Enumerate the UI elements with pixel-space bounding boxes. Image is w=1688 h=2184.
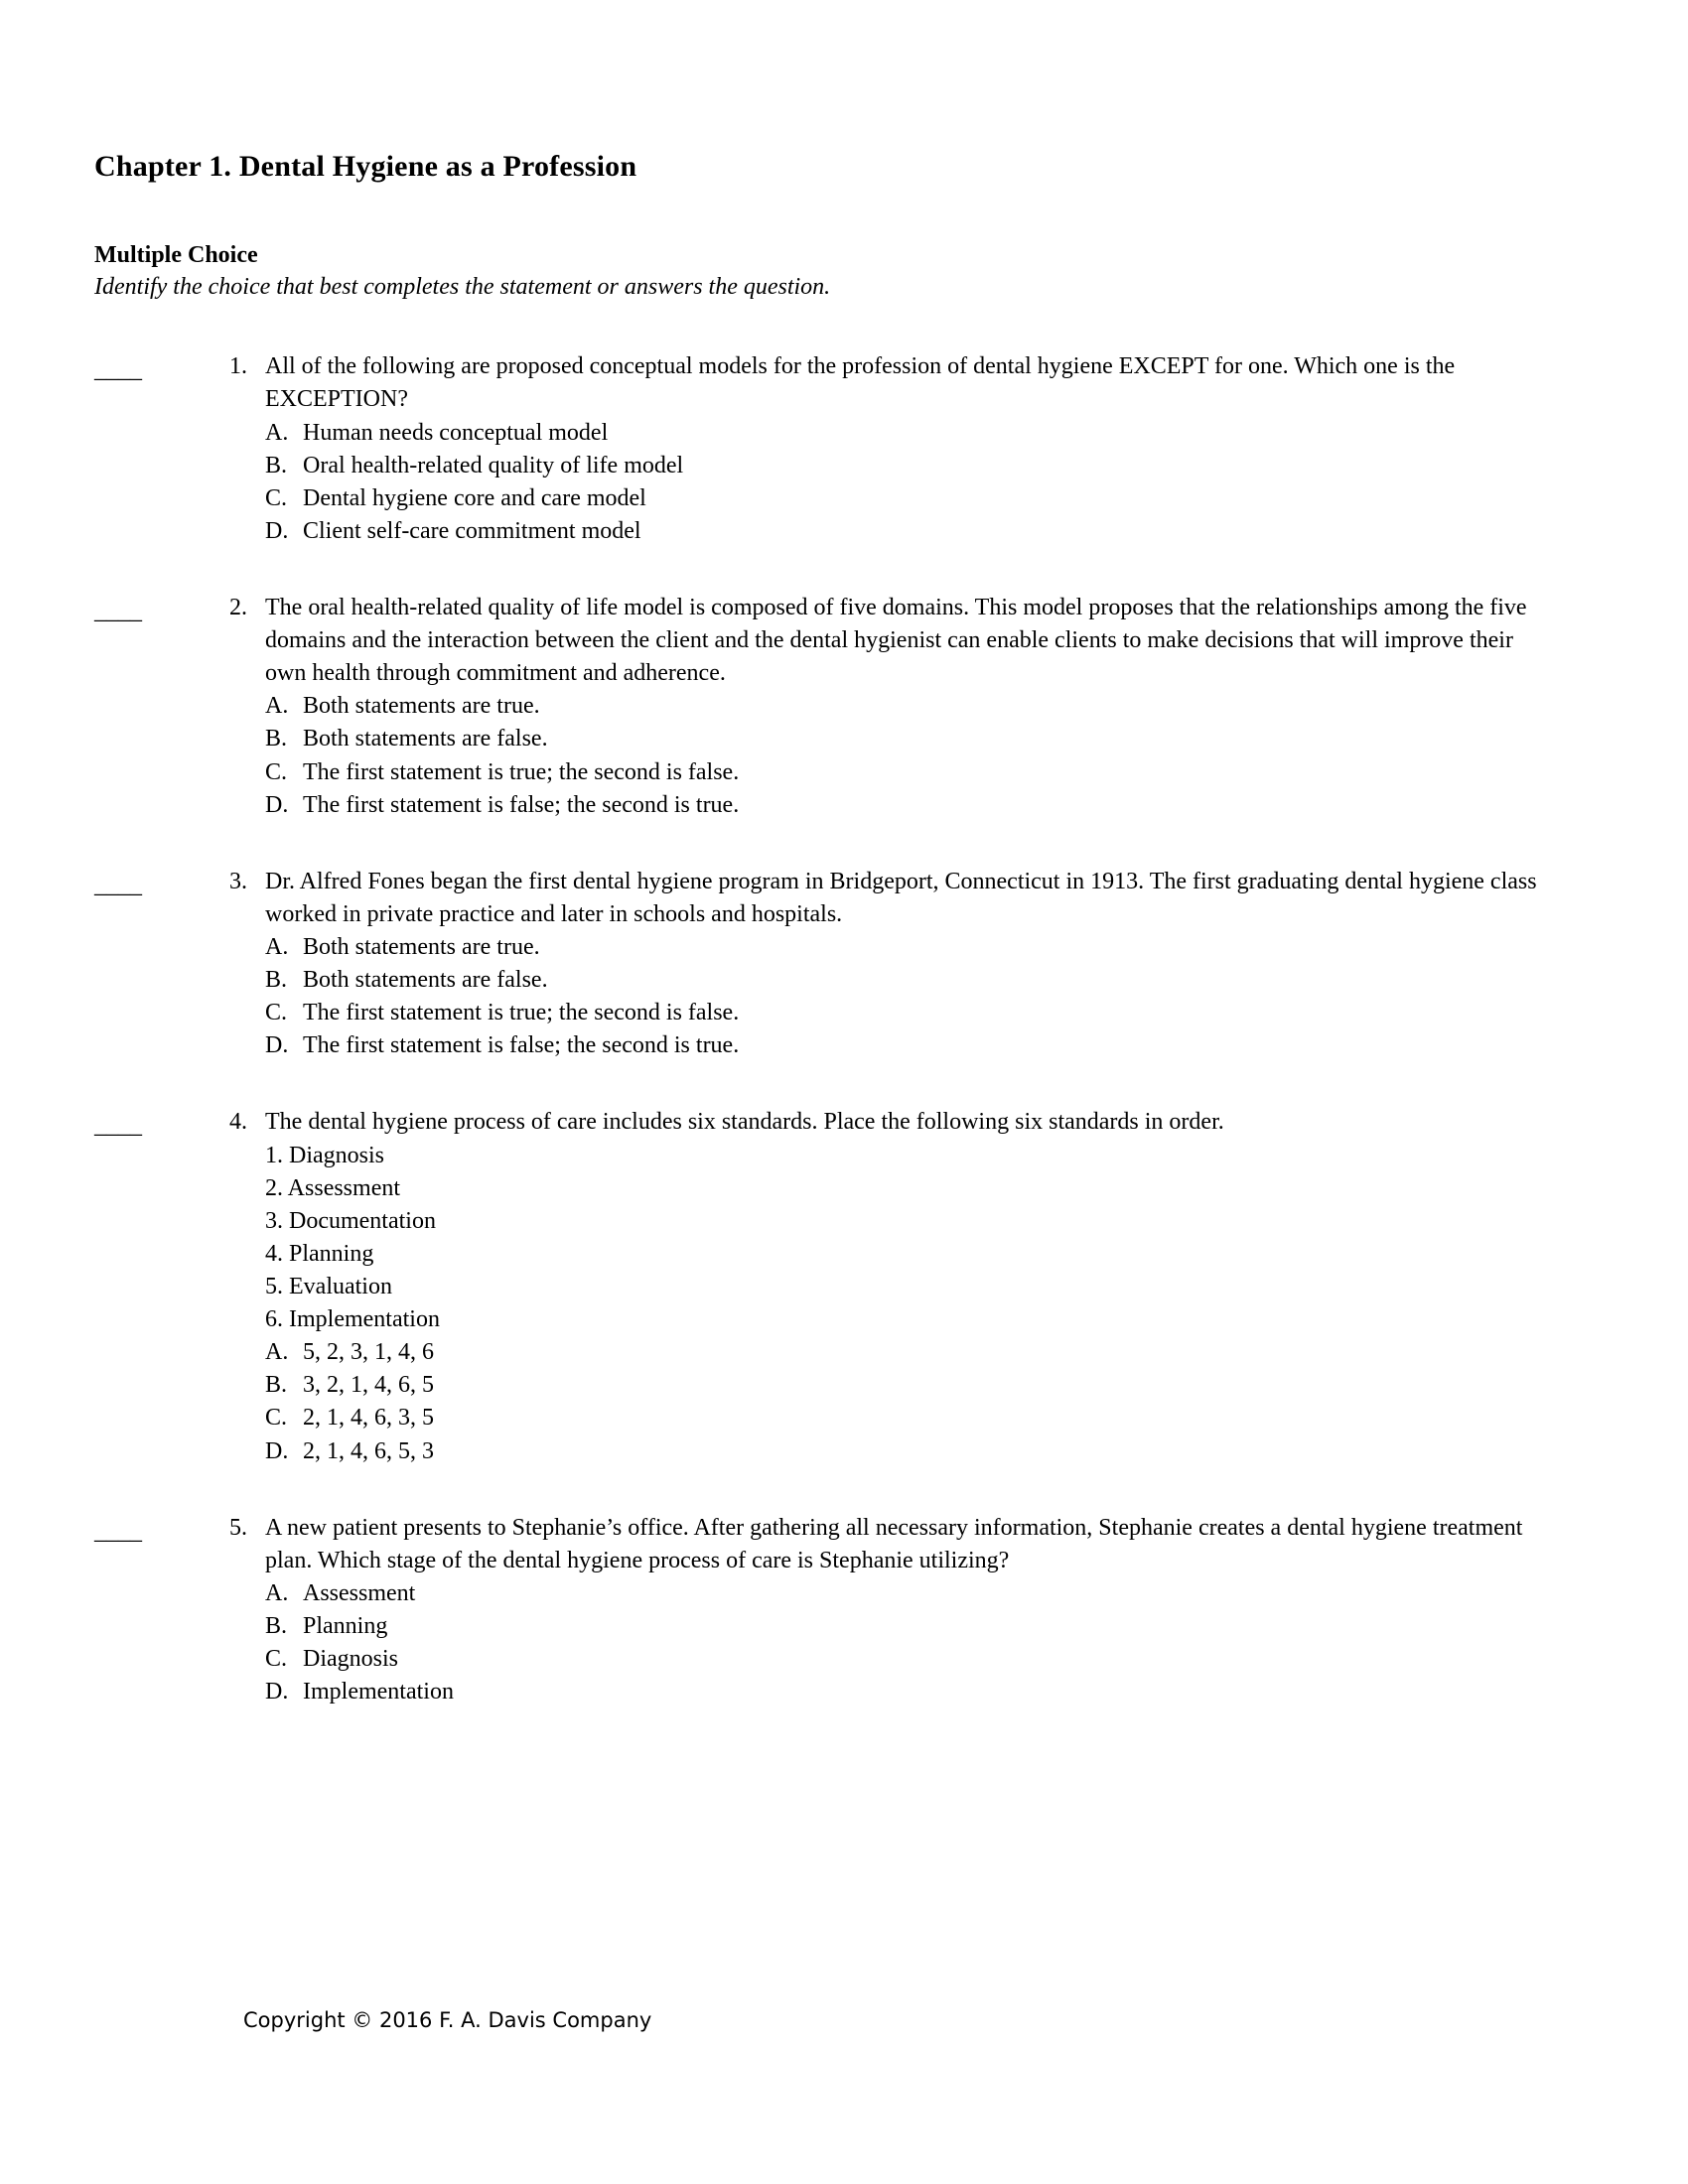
option-letter: B. bbox=[265, 1372, 288, 1399]
answer-blank[interactable]: ____ bbox=[94, 599, 142, 624]
question-item bbox=[94, 1106, 1539, 1467]
question-number: 1. bbox=[229, 353, 247, 380]
question-stem: The oral health-related quality of life model is composed of five domains. This model proposes that the relationships among the five domains and the interaction between the client and the dental hygienist can enable clients to make decisions that will improve their own health through commitment and adherence. bbox=[265, 595, 1527, 687]
option-item[interactable] bbox=[265, 1610, 1539, 1643]
option-list bbox=[265, 1336, 1539, 1467]
option-letter: D. bbox=[265, 517, 289, 544]
option-item[interactable] bbox=[265, 723, 1539, 755]
ordered-item-list bbox=[265, 1140, 1539, 1337]
option-letter: D. bbox=[265, 1679, 289, 1706]
section-block bbox=[94, 240, 1539, 303]
answer-blank[interactable]: ____ bbox=[94, 1518, 142, 1545]
question-item bbox=[94, 866, 1539, 1063]
option-text: Implementation bbox=[303, 1679, 454, 1706]
question-item bbox=[94, 350, 1539, 548]
question-number: 5. bbox=[229, 1514, 247, 1541]
option-letter: C. bbox=[265, 484, 288, 511]
option-item[interactable] bbox=[265, 997, 1539, 1029]
option-item[interactable] bbox=[265, 1643, 1539, 1676]
option-text: Both statements are true. bbox=[303, 933, 540, 960]
option-text: 2, 1, 4, 6, 5, 3 bbox=[303, 1437, 434, 1464]
option-list bbox=[265, 931, 1539, 1062]
question-stem: A new patient presents to Stephanie’s office. After gathering all necessary information, Stephanie creates a dental hygiene treatment plan. Which stage of the dental hygiene process of care is Stephanie utilizing? bbox=[265, 1514, 1523, 1573]
option-text: 2, 1, 4, 6, 3, 5 bbox=[303, 1405, 434, 1432]
option-item[interactable] bbox=[265, 482, 1539, 515]
ordered-item: 2. Assessment bbox=[265, 1174, 401, 1201]
option-item[interactable] bbox=[265, 450, 1539, 482]
option-item[interactable] bbox=[265, 515, 1539, 548]
option-list bbox=[265, 690, 1539, 821]
question-stem: The dental hygiene process of care includes six standards. Place the following six standards in order. bbox=[265, 1109, 1224, 1136]
option-item[interactable] bbox=[265, 1336, 1539, 1369]
option-text: Oral health-related quality of life model bbox=[303, 452, 684, 478]
option-item[interactable] bbox=[265, 690, 1539, 723]
option-letter: C. bbox=[265, 758, 288, 785]
option-letter: A. bbox=[265, 693, 289, 720]
option-text: Diagnosis bbox=[303, 1646, 398, 1673]
question-number: 3. bbox=[229, 868, 247, 894]
option-text: Dental hygiene core and care model bbox=[303, 484, 646, 511]
option-text: Both statements are true. bbox=[303, 693, 540, 720]
question-stem: Dr. Alfred Fones began the first dental hygiene program in Bridgeport, Connecticut in 1913. The first graduating dental hygiene class worked in private practice and later in schools and hospitals. bbox=[265, 868, 1537, 927]
option-letter: B. bbox=[265, 452, 288, 478]
ordered-item: 3. Documentation bbox=[265, 1207, 436, 1234]
option-text: Both statements are false. bbox=[303, 726, 548, 752]
ordered-item: 4. Planning bbox=[265, 1240, 374, 1267]
option-item[interactable] bbox=[265, 417, 1539, 450]
question-item bbox=[94, 1512, 1539, 1709]
option-text: 5, 2, 3, 1, 4, 6 bbox=[303, 1339, 434, 1366]
answer-blank[interactable]: ____ bbox=[94, 357, 142, 384]
option-item[interactable] bbox=[265, 1369, 1539, 1402]
ordered-item: 5. Evaluation bbox=[265, 1273, 392, 1299]
option-item[interactable] bbox=[265, 1029, 1539, 1062]
option-letter: D. bbox=[265, 791, 289, 818]
section-heading: Multiple Choice bbox=[94, 242, 258, 268]
answer-blank[interactable]: ____ bbox=[94, 872, 142, 898]
option-text: Both statements are false. bbox=[303, 967, 548, 994]
question-stem: All of the following are proposed conceptual models for the profession of dental hygiene EXCEPT for one. Which one is the EXCEPTION? bbox=[265, 353, 1456, 413]
answer-blank[interactable]: ____ bbox=[94, 1113, 142, 1140]
option-text: 3, 2, 1, 4, 6, 5 bbox=[303, 1372, 434, 1399]
option-letter: C. bbox=[265, 1646, 288, 1673]
question-item bbox=[94, 592, 1539, 822]
question-body bbox=[265, 350, 1539, 548]
option-item[interactable] bbox=[265, 1402, 1539, 1434]
option-letter: D. bbox=[265, 1437, 289, 1464]
option-text: Client self-care commitment model bbox=[303, 517, 641, 544]
question-number: 4. bbox=[229, 1109, 247, 1136]
option-text: Assessment bbox=[303, 1579, 416, 1606]
option-letter: B. bbox=[265, 726, 288, 752]
option-text: Human needs conceptual model bbox=[303, 419, 609, 446]
option-item[interactable] bbox=[265, 964, 1539, 997]
question-list bbox=[94, 350, 1539, 1708]
option-letter: C. bbox=[265, 1405, 288, 1432]
option-text: The first statement is true; the second is false. bbox=[303, 758, 740, 785]
question-number: 2. bbox=[229, 595, 247, 620]
option-letter: B. bbox=[265, 967, 288, 994]
option-list bbox=[265, 1577, 1539, 1708]
option-item[interactable] bbox=[265, 1676, 1539, 1708]
option-letter: A. bbox=[265, 933, 289, 960]
option-text: The first statement is true; the second is false. bbox=[303, 1000, 740, 1026]
option-item[interactable] bbox=[265, 931, 1539, 964]
option-letter: C. bbox=[265, 1000, 288, 1026]
ordered-item: 6. Implementation bbox=[265, 1306, 440, 1333]
question-body bbox=[265, 592, 1539, 822]
question-body bbox=[265, 866, 1539, 1063]
page-title: Chapter 1. Dental Hygiene as a Profession bbox=[94, 150, 637, 183]
option-item[interactable] bbox=[265, 1577, 1539, 1610]
option-list bbox=[265, 417, 1539, 548]
question-body bbox=[265, 1512, 1539, 1709]
option-item[interactable] bbox=[265, 1435, 1539, 1468]
copyright-footer: Copyright © 2016 F. A. Davis Company bbox=[243, 2008, 652, 2032]
ordered-item: 1. Diagnosis bbox=[265, 1142, 384, 1168]
option-text: The first statement is false; the second is true. bbox=[303, 1032, 740, 1059]
option-letter: A. bbox=[265, 1579, 289, 1606]
option-letter: B. bbox=[265, 1612, 288, 1639]
option-item[interactable] bbox=[265, 756, 1539, 789]
option-letter: D. bbox=[265, 1032, 289, 1059]
option-text: Planning bbox=[303, 1612, 388, 1639]
option-text: The first statement is false; the second is true. bbox=[303, 791, 740, 818]
section-instruction: Identify the choice that best completes the statement or answers the question. bbox=[94, 273, 831, 300]
option-item[interactable] bbox=[265, 789, 1539, 822]
option-letter: A. bbox=[265, 1339, 289, 1366]
option-letter: A. bbox=[265, 419, 289, 446]
question-body bbox=[265, 1106, 1539, 1467]
